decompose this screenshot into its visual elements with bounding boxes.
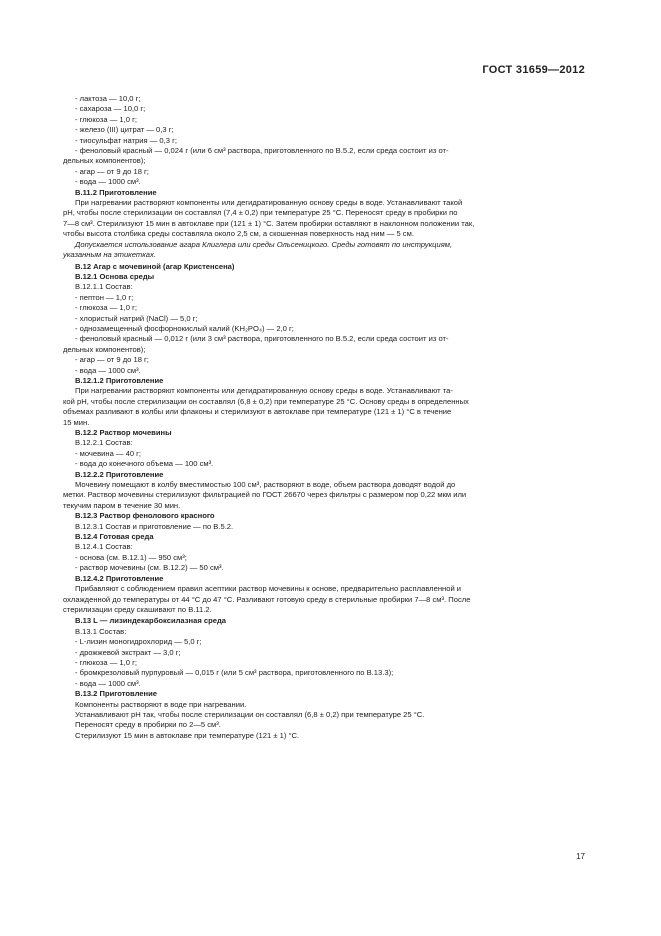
text-line: кой рН, чтобы после стерилизации он составлял (6,8 ± 0,2) при температуре 25 °С. Основу среды в определенных bbox=[63, 396, 469, 406]
section-heading: В.12.1 Основа среды bbox=[75, 271, 155, 281]
document-standard-id: ГОСТ 31659—2012 bbox=[482, 64, 585, 76]
section-heading: В.12.4.2 Приготовление bbox=[75, 573, 164, 583]
section-heading: В.13.2 Приготовление bbox=[75, 689, 158, 699]
page-number: 17 bbox=[576, 852, 585, 861]
text-line: - сахароза — 10,0 г; bbox=[75, 104, 146, 114]
text-line: - L-лизин моногидрохлорид — 5,0 г; bbox=[75, 637, 202, 647]
text-line: чтобы высота столбика среды составляла около 2,5 см, а скошенная поверхность над ним — 5 см. bbox=[63, 229, 414, 239]
text-line: - агар — от 9 до 18 г; bbox=[75, 166, 149, 176]
text-line: - раствор мочевины (см. В.12.2) — 50 см³. bbox=[75, 563, 224, 573]
text-line: В.12.1.1 Состав: bbox=[75, 282, 133, 292]
text-line: Компоненты растворяют в воде при нагревании. bbox=[75, 699, 247, 709]
text-line: Допускается использование агара Клиглера или среды Ольсеницкого. Среды готовят по инструкциям, bbox=[75, 239, 453, 249]
text-line: - лактоза — 10,0 г; bbox=[75, 94, 141, 103]
text-line: Переносят среду в пробирки по 2—5 см³. bbox=[75, 720, 221, 730]
section-heading: В.13 L — лизиндекарбоксилазная среда bbox=[75, 616, 227, 626]
text-line: текучим паром в течение 30 мин. bbox=[63, 500, 181, 510]
text-line: - однозамещенный фосфорнокислый калий (KH₂PO₄) — 2,0 г; bbox=[75, 323, 294, 333]
text-line: - глюкоза — 1,0 г; bbox=[75, 114, 137, 124]
section-heading: В.12.3 Раствор фенолового красного bbox=[75, 511, 215, 521]
text-line: рН, чтобы после стерилизации он составлял (7,4 ± 0,2) при температуре 25 °С. Переносят среду в пробирки по bbox=[63, 208, 458, 218]
text-line: - тиосульфат натрия — 0,3 г; bbox=[75, 135, 177, 145]
text-line: охлажденной до температуры от 44 °С до 47 °С. Разливают готовую среду в стерильные пробирки 7—8 см³. После bbox=[63, 594, 471, 604]
text-line: - феноловый красный — 0,012 г (или 3 см³ раствора, приготовленного по В.5.2, если среда состоит из от- bbox=[75, 334, 449, 344]
text-line: - вода — 1000 см³. bbox=[75, 365, 141, 375]
text-line: Мочевину помещают в колбу вместимостью 100 см³, растворяют в воде, объем раствора доводят водой до bbox=[75, 480, 456, 490]
text-line: В.12.3.1 Состав и приготовление — по В.5.2. bbox=[75, 521, 234, 531]
text-line: - основа (см. В.12.1) — 950 см³; bbox=[75, 552, 187, 562]
section-heading: В.12.2 Раствор мочевины bbox=[75, 428, 172, 437]
section-heading: В.11.2 Приготовление bbox=[75, 187, 157, 197]
text-line: - хлористый натрий (NaCl) — 5,0 г; bbox=[75, 313, 198, 323]
document-body bbox=[63, 94, 587, 741]
text-line: - агар — от 9 до 18 г; bbox=[75, 355, 149, 365]
text-line: - пептон — 1,0 г; bbox=[75, 292, 134, 302]
text-line: Прибавляют с соблюдением правил асептики раствор мочевины к основе, предварительно расплавленной и bbox=[75, 584, 462, 594]
text-line: - мочевина — 40 г; bbox=[75, 448, 142, 458]
text-line: - железо (III) цитрат — 0,3 г; bbox=[75, 125, 174, 135]
section-heading: В.12 Агар с мочевиной (агар Кристенсена) bbox=[75, 261, 235, 271]
text-line: - вода — 1000 см³. bbox=[75, 678, 141, 688]
section-heading: В.12.2.2 Приготовление bbox=[75, 469, 164, 479]
text-line: стерилизации среду скашивают по В.11.2. bbox=[63, 604, 212, 614]
text-line: указанным на этикетках. bbox=[63, 250, 156, 260]
text-line: метки. Раствор мочевины стерилизуют фильтрацией по ГОСТ 26670 через фильтры с размером пор 0,22 мкм или bbox=[63, 490, 467, 500]
text-line: В.13.1 Состав: bbox=[75, 626, 127, 636]
text-line: В.12.4.1 Состав: bbox=[75, 542, 133, 552]
text-line: объемах разливают в колбы или флаконы и стерилизуют в автоклаве при температуре (121 ± 1) °С в течение bbox=[63, 407, 452, 417]
text-line: Устанавливают рН так, чтобы после стерилизации он составлял (6,8 ± 0,2) при температуре 25 °С. bbox=[75, 709, 425, 719]
text-line: дельных компонентов); bbox=[63, 156, 146, 166]
text-line: дельных компонентов); bbox=[63, 344, 146, 354]
text-line: При нагревании растворяют компоненты или дегидратированную основу среды в воде. Устанавливают та- bbox=[75, 386, 453, 396]
text-line: 7—8 см³. Стерилизуют 15 мин в автоклаве при (121 ± 1) °С. Затем пробирки оставляют в наклонном положении так, bbox=[63, 218, 475, 228]
text-line: - дрожжевой экстракт — 3,0 г; bbox=[75, 647, 181, 657]
text-line: В.12.2.1 Состав: bbox=[75, 438, 133, 448]
text-line: При нагревании растворяют компоненты или дегидратированную основу среды в воде. Устанавливают такой bbox=[75, 198, 463, 208]
text-line: - феноловый красный — 0,024 г (или 6 см³ раствора, приготовленного по В.5.2, если среда состоит из от- bbox=[75, 146, 449, 156]
section-heading: В.12.4 Готовая среда bbox=[75, 532, 154, 542]
text-line: - вода до конечного объема — 100 см³. bbox=[75, 459, 214, 469]
text-line: 15 мин. bbox=[63, 417, 90, 427]
text-line: - бромкрезоловый пурпуровый — 0,015 г (или 5 см³ раствора, приготовленного по В.13.3); bbox=[75, 668, 394, 678]
text-line: - глюкоза — 1,0 г; bbox=[75, 657, 137, 667]
text-line: Стерилизуют 15 мин в автоклаве при температуре (121 ± 1) °С. bbox=[75, 730, 300, 740]
text-line: - вода — 1000 см³. bbox=[75, 177, 141, 187]
section-heading: В.12.1.2 Приготовление bbox=[75, 375, 164, 385]
text-line: - глюкоза — 1,0 г; bbox=[75, 303, 137, 313]
